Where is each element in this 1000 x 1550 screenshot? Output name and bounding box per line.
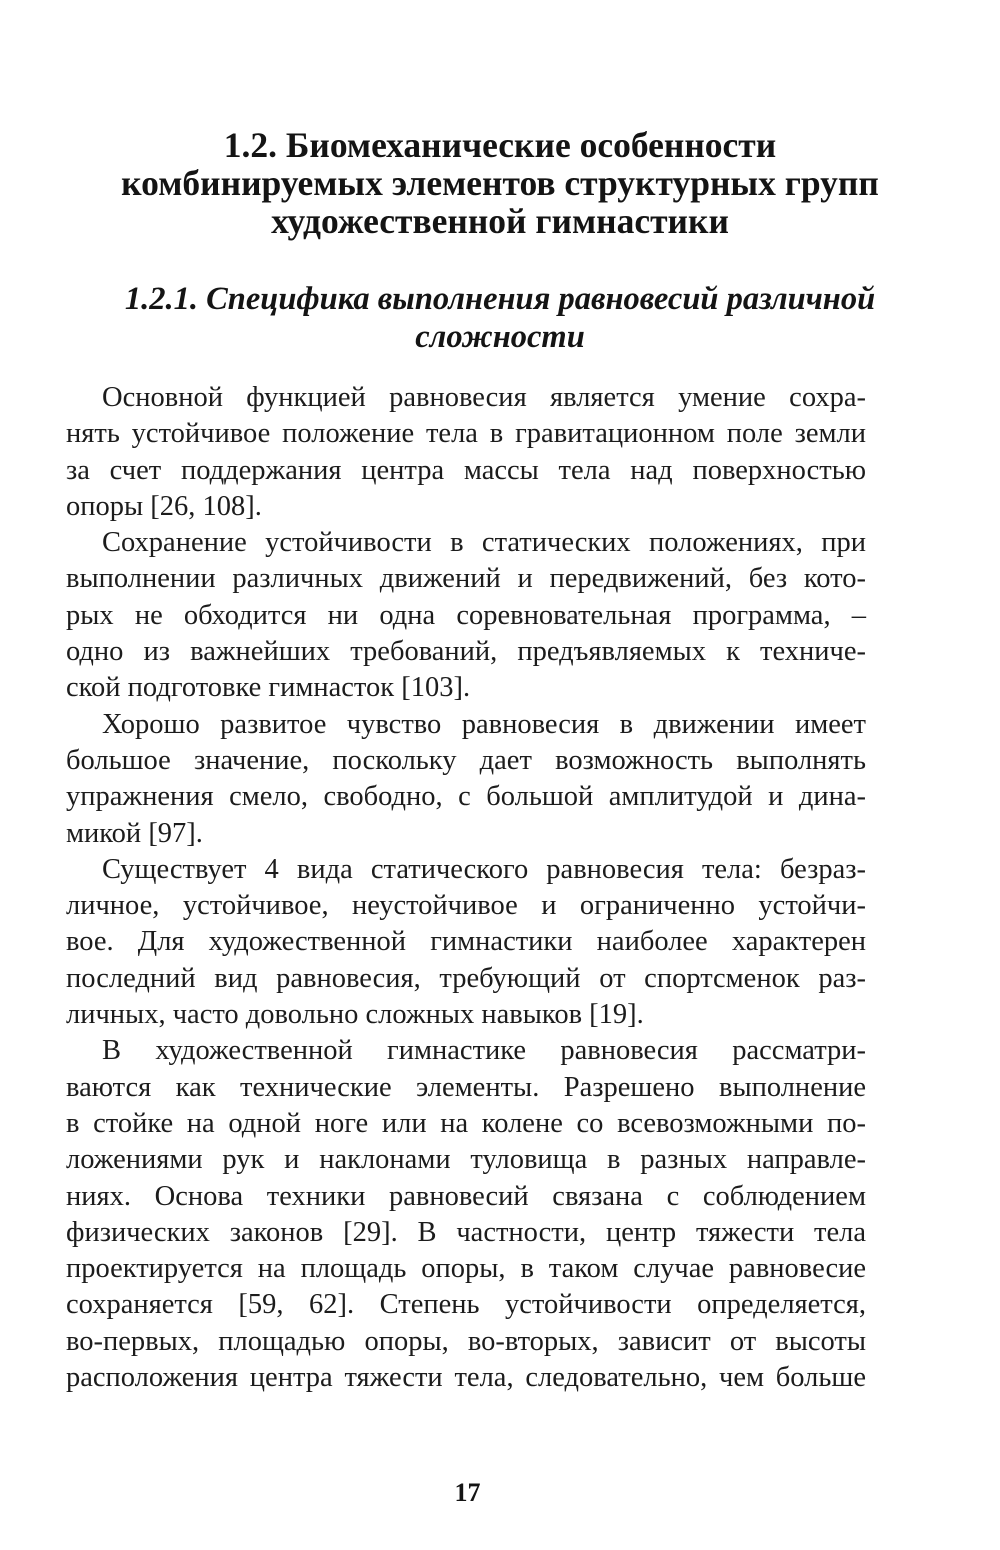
text-line: большое значение, поскольку дает возможность выполнять xyxy=(66,744,866,776)
text-line: личных, часто довольно сложных навыков [19]. xyxy=(66,999,644,1031)
text-line: в стойке на одной ноге или на колене со всевозможными по- xyxy=(66,1107,866,1139)
text-line: личное, устойчивое, неустойчивое и ограниченно устойчи- xyxy=(66,890,866,922)
page-number: 17 xyxy=(454,1478,481,1507)
body-text xyxy=(66,380,866,1396)
text-line: микой [97]. xyxy=(66,817,203,849)
text-line: ской подготовке гимнасток [103]. xyxy=(66,672,471,704)
text-line: расположения центра тяжести тела, следовательно, чем больше xyxy=(66,1362,866,1394)
chapter-title-line: 1.2. Биомеханические особенности xyxy=(223,125,777,165)
chapter-title xyxy=(60,126,940,240)
section-title-line: 1.2.1. Специфика выполнения равновесий различной xyxy=(124,281,876,317)
text-line: одно из важнейших требований, предъявляемых к техниче- xyxy=(66,636,866,668)
chapter-title-line: комбинируемых элементов структурных групп xyxy=(121,163,879,203)
text-line: опоры [26, 108]. xyxy=(66,490,262,522)
text-line: выполнении различных движений и передвижений, без кото- xyxy=(66,563,866,595)
text-line: Существует 4 вида статического равновесия тела: безраз- xyxy=(102,853,866,885)
text-line: последний вид равновесия, требующий от спортсменок раз- xyxy=(66,962,866,994)
text-line: ниях. Основа техники равновесий связана с соблюдением xyxy=(66,1180,866,1212)
text-line: Основной функцией равновесия является умение сохра- xyxy=(102,382,866,413)
text-line: В художественной гимнастике равновесия рассматри- xyxy=(102,1035,866,1067)
text-line: вое. Для художественной гимнастики наиболее характерен xyxy=(66,926,866,958)
text-line: сохраняется [59, 62]. Степень устойчивости определяется, xyxy=(66,1289,866,1321)
text-line: ложениями рук и наклонами туловища в разных направле- xyxy=(66,1144,866,1176)
section-title xyxy=(60,280,940,356)
text-line: нять устойчивое положение тела в гравитационном поле земли xyxy=(66,418,866,450)
text-line: за счет поддержания центра массы тела над поверхностью xyxy=(66,454,866,486)
text-line: рых не обходится ни одна соревновательная программа, – xyxy=(66,599,866,631)
text-line: упражнения смело, свободно, с большой амплитудой и дина- xyxy=(66,781,866,813)
text-line: проектируется на площадь опоры, в таком случае равновесие xyxy=(66,1253,866,1285)
text-line: физических законов [29]. В частности, центр тяжести тела xyxy=(66,1216,866,1248)
text-line: во-первых, площадью опоры, во-вторых, зависит от высоты xyxy=(66,1325,866,1357)
chapter-title-line: художественной гимнастики xyxy=(271,201,729,241)
text-line: Хорошо развитое чувство равновесия в движении имеет xyxy=(102,708,866,740)
text-line: Сохранение устойчивости в статических положениях, при xyxy=(102,527,866,559)
section-title-line: сложности xyxy=(415,319,585,355)
text-line: ваются как технические элементы. Разрешено выполнение xyxy=(66,1071,866,1103)
